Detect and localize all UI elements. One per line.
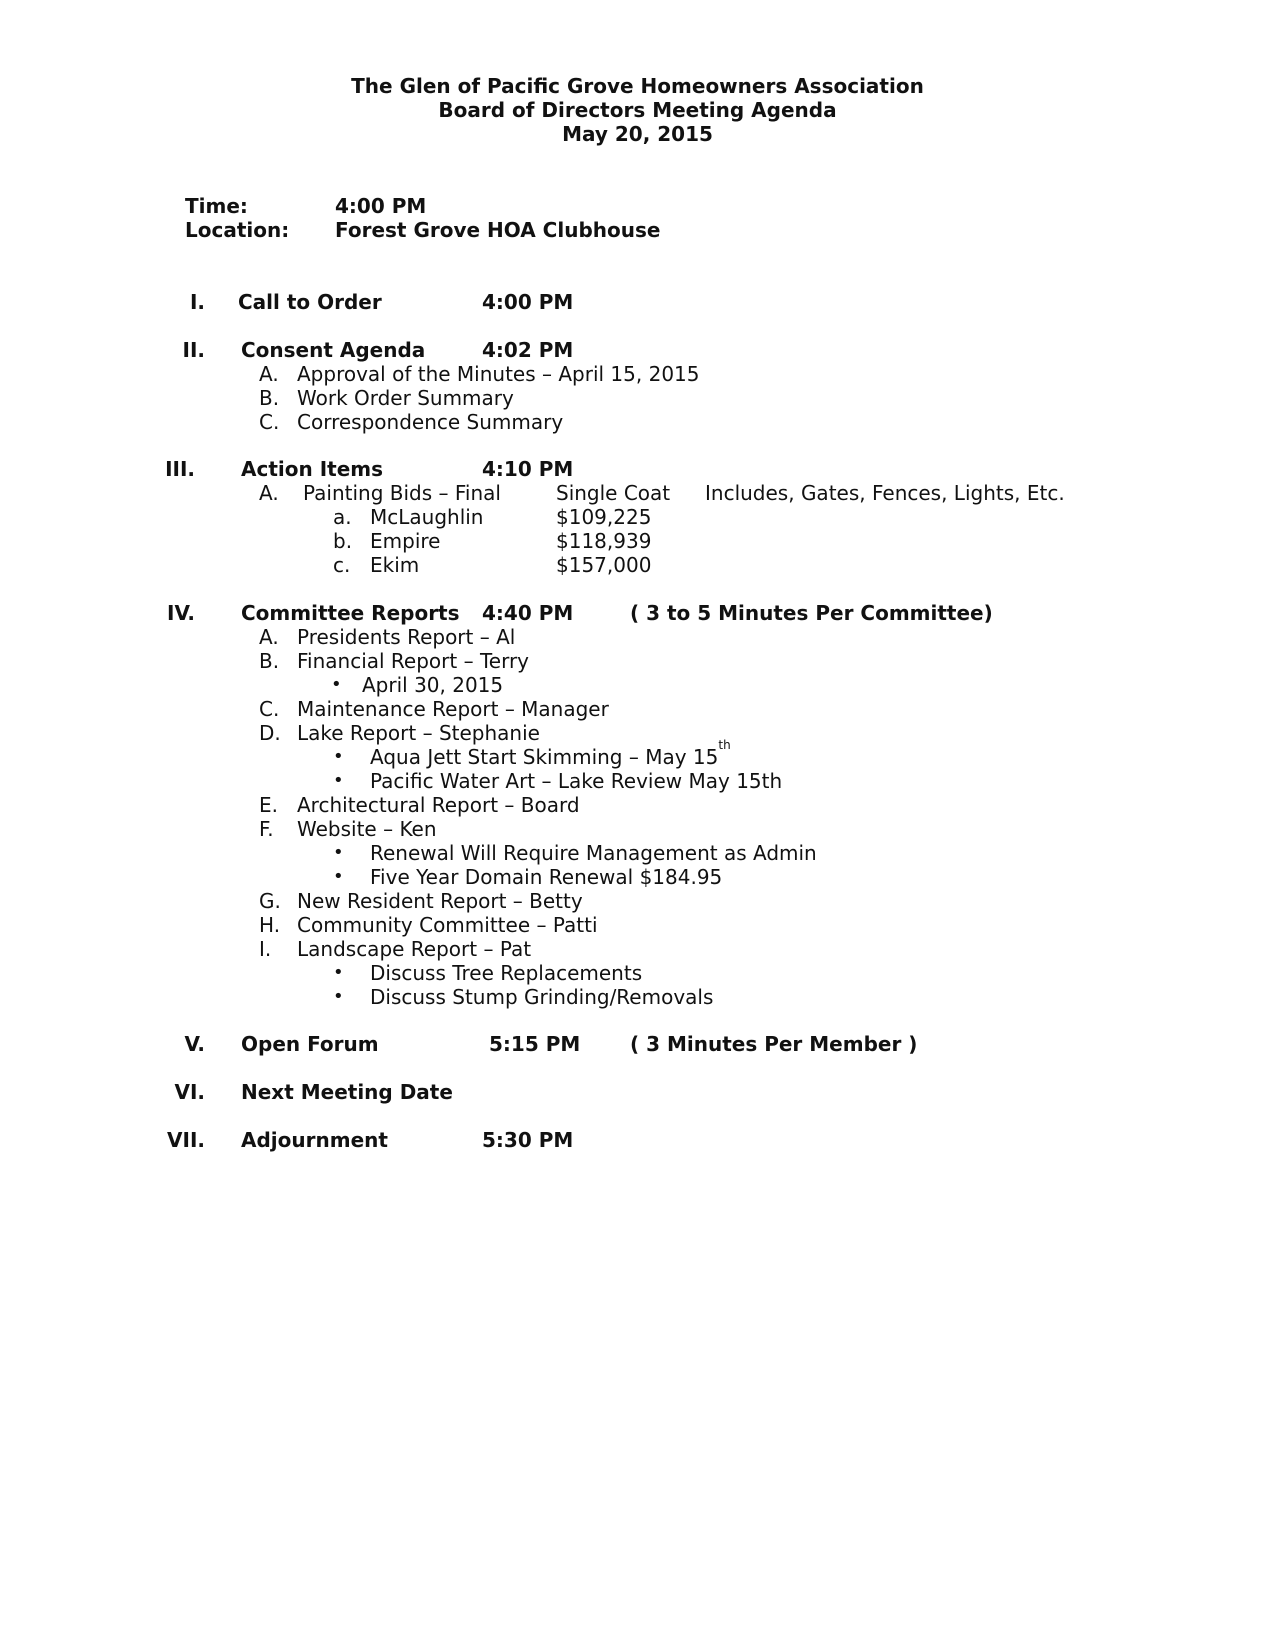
section-time-call-to-order: 4:00 PM — [482, 290, 574, 314]
report-landscape: Landscape Report – Pat — [297, 937, 532, 961]
bid-amount: $109,225 — [556, 505, 652, 529]
section-time-committee-reports: 4:40 PM — [482, 601, 574, 625]
bullet-marker: • — [333, 746, 344, 767]
section-title-call-to-order: Call to Order — [238, 290, 382, 314]
bid-name: Ekim — [370, 553, 420, 577]
ordinal-suffix: th — [718, 738, 731, 753]
location-value: Forest Grove HOA Clubhouse — [335, 218, 661, 242]
bid-column-header: Single Coat — [556, 481, 671, 505]
bid-name: Empire — [370, 529, 441, 553]
section-note-open-forum: ( 3 Minutes Per Member ) — [630, 1032, 918, 1056]
doc-title: The Glen of Pacific Grove Homeowners Association — [351, 74, 924, 98]
time-label: Time: — [185, 194, 248, 218]
item-letter: A. — [259, 481, 279, 505]
item-letter: G. — [259, 889, 281, 913]
report-presidents: Presidents Report – Al — [297, 625, 516, 649]
website-bullet: Five Year Domain Renewal $184.95 — [370, 865, 723, 889]
report-community: Community Committee – Patti — [297, 913, 598, 937]
section-numeral-3: III. — [165, 457, 195, 481]
lake-bullet — [370, 738, 731, 769]
bullet-marker: • — [333, 842, 344, 863]
action-item-painting-bids: Painting Bids – Final — [303, 481, 501, 505]
location-label: Location: — [185, 218, 290, 242]
bid-letter: c. — [333, 553, 351, 577]
bid-amount: $118,939 — [556, 529, 652, 553]
item-letter: C. — [259, 697, 280, 721]
section-time-adjournment: 5:30 PM — [482, 1128, 574, 1152]
doc-date: May 20, 2015 — [562, 122, 713, 146]
section-title-adjournment: Adjournment — [241, 1128, 388, 1152]
item-letter: B. — [259, 386, 280, 410]
bid-letter: b. — [333, 529, 353, 553]
item-letter: D. — [259, 721, 281, 745]
section-numeral-6: VI. — [174, 1080, 205, 1104]
financial-bullet: April 30, 2015 — [362, 673, 504, 697]
item-letter: I. — [259, 937, 272, 961]
bullet-marker: • — [333, 866, 344, 887]
consent-item-correspondence: Correspondence Summary — [297, 410, 564, 434]
item-letter: A. — [259, 625, 279, 649]
bullet-marker: • — [333, 962, 344, 983]
item-letter: F. — [259, 817, 274, 841]
section-title-next-meeting: Next Meeting Date — [241, 1080, 453, 1104]
lake-bullet-text: Aqua Jett Start Skimming – May 15 — [370, 745, 719, 769]
bid-name: McLaughlin — [370, 505, 484, 529]
report-website: Website – Ken — [297, 817, 437, 841]
section-note-committee-reports: ( 3 to 5 Minutes Per Committee) — [630, 601, 993, 625]
item-letter: E. — [259, 793, 278, 817]
consent-item-work-order: Work Order Summary — [297, 386, 514, 410]
time-value: 4:00 PM — [335, 194, 427, 218]
website-bullet: Renewal Will Require Management as Admin — [370, 841, 817, 865]
section-numeral-5: V. — [184, 1032, 205, 1056]
bid-note: Includes, Gates, Fences, Lights, Etc. — [705, 481, 1065, 505]
item-letter: A. — [259, 362, 279, 386]
bid-amount: $157,000 — [556, 553, 652, 577]
section-time-consent-agenda: 4:02 PM — [482, 338, 574, 362]
section-title-committee-reports: Committee Reports — [241, 601, 460, 625]
bullet-marker: • — [333, 770, 344, 791]
report-financial: Financial Report – Terry — [297, 649, 530, 673]
report-maintenance: Maintenance Report – Manager — [297, 697, 609, 721]
landscape-bullet: Discuss Tree Replacements — [370, 961, 643, 985]
section-numeral-7: VII. — [167, 1128, 205, 1152]
bid-letter: a. — [333, 505, 352, 529]
item-letter: H. — [259, 913, 281, 937]
section-title-action-items: Action Items — [241, 457, 384, 481]
report-new-resident: New Resident Report – Betty — [297, 889, 583, 913]
lake-bullet: Pacific Water Art – Lake Review May 15th — [370, 769, 783, 793]
item-letter: B. — [259, 649, 280, 673]
doc-subtitle: Board of Directors Meeting Agenda — [438, 98, 837, 122]
landscape-bullet: Discuss Stump Grinding/Removals — [370, 985, 714, 1009]
section-numeral-1: I. — [189, 290, 205, 314]
report-lake: Lake Report – Stephanie — [297, 721, 540, 745]
report-architectural: Architectural Report – Board — [297, 793, 580, 817]
section-time-action-items: 4:10 PM — [482, 457, 574, 481]
section-numeral-4: IV. — [167, 601, 195, 625]
section-title-open-forum: Open Forum — [241, 1032, 379, 1056]
consent-item-minutes: Approval of the Minutes – April 15, 2015 — [297, 362, 700, 386]
section-numeral-2: II. — [182, 338, 205, 362]
section-title-consent-agenda: Consent Agenda — [241, 338, 426, 362]
item-letter: C. — [259, 410, 280, 434]
bullet-marker: • — [333, 986, 344, 1007]
section-time-open-forum: 5:15 PM — [489, 1032, 581, 1056]
bullet-marker: • — [331, 674, 342, 695]
